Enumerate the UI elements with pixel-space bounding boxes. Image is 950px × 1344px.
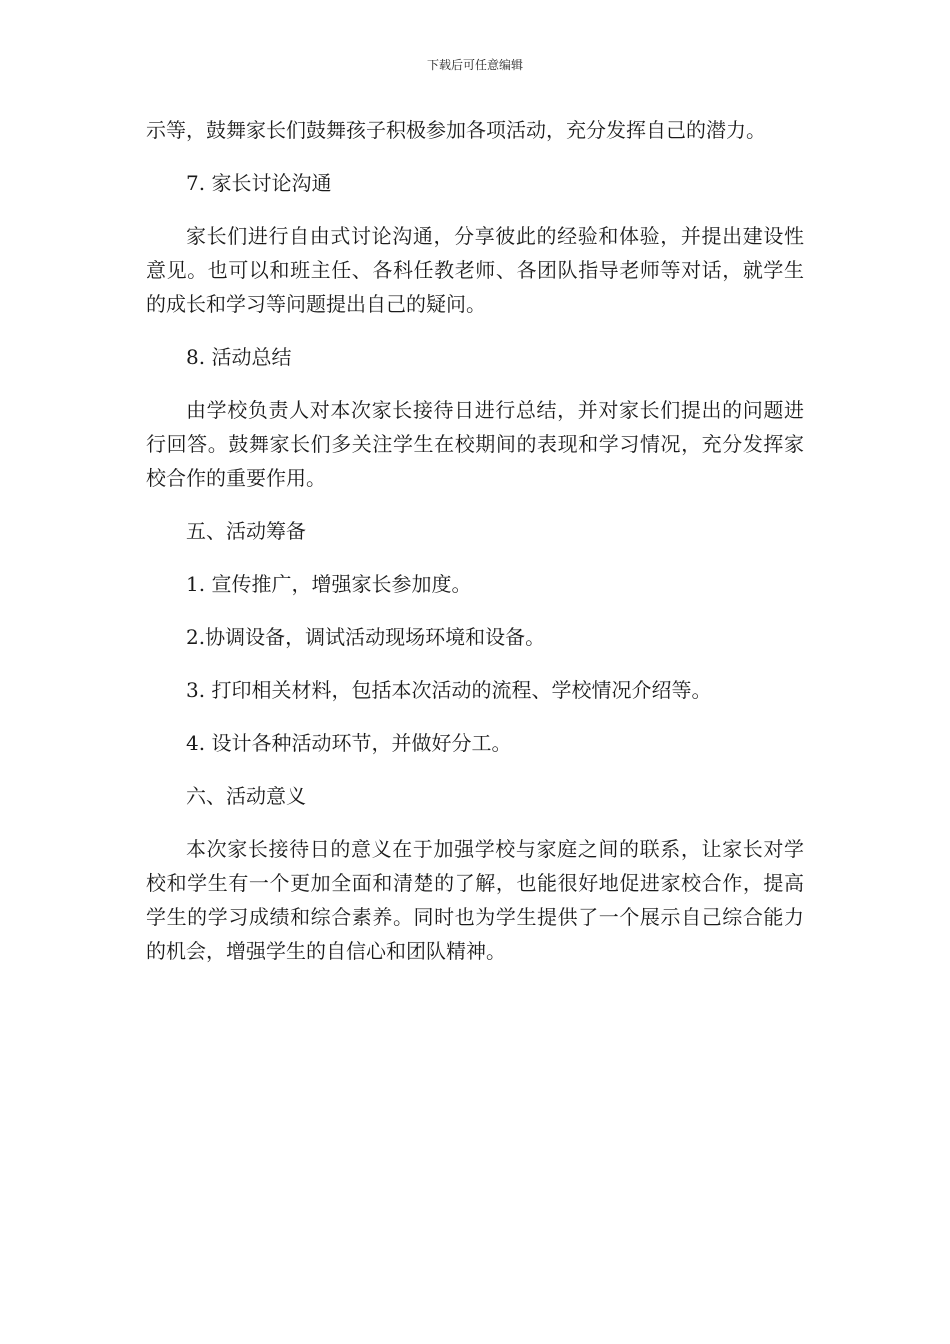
section-heading-discussion: 7. 家长讨论沟通 bbox=[186, 171, 332, 195]
list-item-equipment: 2.协调设备，调试活动现场环境和设备。 bbox=[186, 625, 546, 649]
list-item-design: 4. 设计各种活动环节，并做好分工。 bbox=[186, 731, 512, 755]
list-item-promotion: 1. 宣传推广，增强家长参加度。 bbox=[186, 572, 472, 596]
section-heading-preparation: 五、活动筹备 bbox=[186, 519, 306, 543]
paragraph-significance: 本次家长接待日的意义在于加强学校与家庭之间的联系，让家长对学校和学生有一个更加全面和清楚的了解，也能很好地促进家校合作，提高学生的学习成绩和综合素养。同时也为学生提供了一个展示自己综合能力的机会，增强学生的自信心和团队精神。 bbox=[146, 837, 804, 963]
paragraph-summary: 由学校负责人对本次家长接待日进行总结，并对家长们提出的问题进行回答。鼓舞家长们多关注学生在校期间的表现和学习情况，充分发挥家校合作的重要作用。 bbox=[146, 398, 804, 490]
paragraph-continuation: 示等，鼓舞家长们鼓舞孩子积极参加各项活动，充分发挥自己的潜力。 bbox=[146, 118, 766, 142]
page-header-note: 下载后可任意编辑 bbox=[426, 58, 523, 72]
list-item-materials: 3. 打印相关材料，包括本次活动的流程、学校情况介绍等。 bbox=[186, 678, 712, 702]
document-body bbox=[146, 113, 804, 987]
section-heading-significance: 六、活动意义 bbox=[186, 784, 306, 808]
paragraph-discussion: 家长们进行自由式讨论沟通，分享彼此的经验和体验，并提出建设性意见。也可以和班主任、各科任教老师、各团队指导老师等对话，就学生的成长和学习等问题提出自己的疑问。 bbox=[146, 224, 804, 316]
section-heading-summary: 8. 活动总结 bbox=[186, 345, 292, 369]
